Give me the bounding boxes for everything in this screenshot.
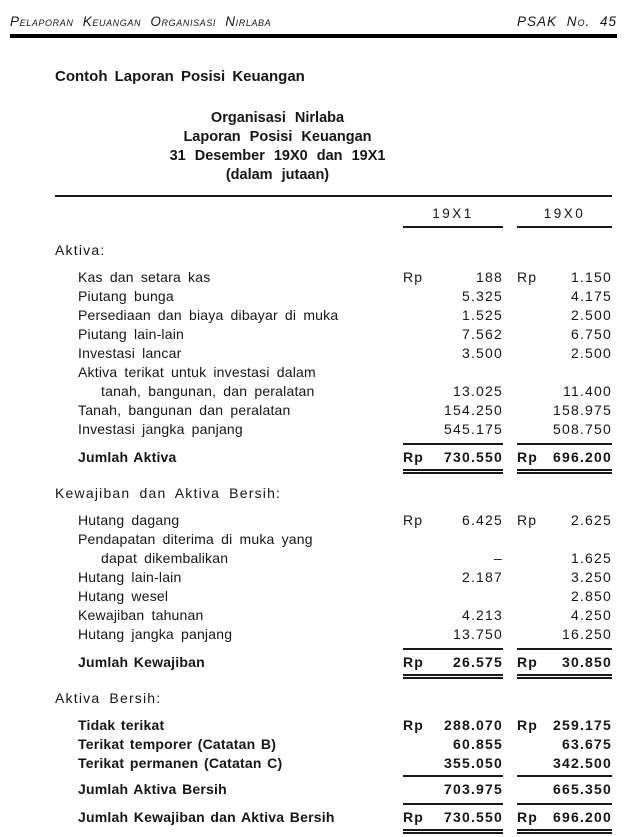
amount-value: 4.175 [570, 288, 612, 304]
table-row [55, 530, 612, 549]
amount-value: 1.150 [570, 269, 612, 285]
column-header-19x1: 19X1 [403, 204, 503, 228]
amount-19x0 [517, 401, 612, 420]
table-row [55, 325, 612, 344]
example-title: Contoh Laporan Posisi Keuangan [55, 68, 305, 85]
total-row [55, 775, 612, 799]
amount-value: 7.562 [461, 326, 503, 342]
amount-value: 703.975 [443, 781, 503, 797]
amount-19x0 [517, 716, 612, 735]
amount-19x0 [517, 568, 612, 587]
amount-value: 158.975 [552, 402, 612, 418]
row-label: Kewajiban tahunan [78, 607, 204, 623]
amount-value: 26.575 [452, 654, 503, 670]
currency-prefix: Rp [517, 809, 539, 825]
row-label: Piutang lain-lain [78, 326, 185, 342]
amount-value: 508.750 [552, 421, 612, 437]
row-label: Aktiva terikat untuk investasi dalam [78, 364, 316, 380]
amount-19x0 [517, 287, 612, 306]
row-label: Kewajiban dan Aktiva Bersih: [55, 485, 282, 501]
section-header-row [55, 241, 612, 260]
amount-19x1 [403, 735, 503, 754]
row-label: Terikat temporer (Catatan B) [78, 736, 277, 752]
statement-unit-line: (dalam jutaan) [225, 167, 330, 183]
amount-value: 2.187 [461, 569, 503, 585]
amount-19x1 [403, 775, 503, 799]
amount-19x0 [517, 420, 612, 439]
amount-19x0 [517, 587, 612, 606]
amount-19x1 [403, 382, 503, 401]
table-row [55, 306, 612, 325]
amount-value: 188 [476, 269, 503, 285]
amount-value: 30.850 [561, 654, 612, 670]
amount-19x0 [517, 775, 612, 799]
row-label: Aktiva Bersih: [55, 690, 162, 706]
row-label: Pendapatan diterima di muka yang [78, 531, 313, 547]
amount-19x1 [403, 420, 503, 439]
amount-value: 3.500 [461, 345, 503, 361]
row-label: Jumlah Kewajiban dan Aktiva Bersih [78, 809, 335, 825]
amount-19x0 [517, 306, 612, 325]
currency-prefix: Rp [403, 654, 425, 670]
row-label: Terikat permanen (Catatan C) [78, 755, 283, 771]
amount-19x1 [403, 511, 503, 530]
table-row [55, 625, 612, 644]
amount-19x0 [517, 382, 612, 401]
total-row [55, 648, 612, 676]
amount-value: 6.425 [461, 512, 503, 528]
amount-value: 4.250 [570, 607, 612, 623]
amount-value: 60.855 [452, 736, 503, 752]
amount-value: 1.625 [570, 550, 612, 566]
amount-value: 5.325 [461, 288, 503, 304]
currency-prefix: Rp [403, 512, 424, 528]
table-row [55, 606, 612, 625]
currency-prefix: Rp [403, 269, 424, 285]
row-label: dapat dikembalikan [101, 550, 229, 566]
amount-value: 288.070 [443, 717, 503, 733]
row-label: Investasi lancar [78, 345, 182, 361]
table-row [55, 735, 612, 754]
amount-19x1 [403, 401, 503, 420]
amount-19x1 [403, 606, 503, 625]
amount-19x1 [403, 306, 503, 325]
amount-value: 545.175 [443, 421, 503, 437]
amount-19x0 [517, 803, 612, 831]
amount-value: 16.250 [561, 626, 612, 642]
amount-19x1 [403, 568, 503, 587]
row-label: Jumlah Kewajiban [78, 654, 205, 670]
amount-19x1 [403, 325, 503, 344]
amount-value: 3.250 [570, 569, 612, 585]
section-header-row [55, 484, 612, 503]
column-header-row [55, 204, 612, 228]
amount-value: – [494, 550, 503, 566]
table-row [55, 344, 612, 363]
row-label: Hutang wesel [78, 588, 169, 604]
table-row [55, 587, 612, 606]
row-label: Kas dan setara kas [78, 269, 211, 285]
amount-19x1 [403, 287, 503, 306]
currency-prefix: Rp [517, 654, 539, 670]
statement-report-name: Laporan Posisi Keuangan [183, 129, 372, 145]
amount-value: 355.050 [443, 755, 503, 771]
column-header-19x0: 19X0 [517, 204, 612, 228]
currency-prefix: Rp [517, 512, 538, 528]
amount-19x0 [517, 754, 612, 773]
amount-19x0 [517, 325, 612, 344]
statement-org-name: Organisasi Nirlaba [210, 110, 345, 126]
amount-19x0 [517, 268, 612, 287]
row-label: Tanah, bangunan dan peralatan [78, 402, 291, 418]
table-row [55, 568, 612, 587]
amount-value: 259.175 [552, 717, 612, 733]
currency-prefix: Rp [403, 449, 425, 465]
amount-value: 2.850 [570, 588, 612, 604]
table-row [55, 382, 612, 401]
amount-value: 696.200 [552, 449, 612, 465]
table-row [55, 420, 612, 439]
amount-19x1 [403, 803, 503, 831]
total-row [55, 803, 612, 831]
amount-value: 730.550 [443, 449, 503, 465]
row-label: Persediaan dan biaya dibayar di muka [78, 307, 339, 323]
amount-value: 2.625 [570, 512, 612, 528]
currency-prefix: Rp [517, 717, 539, 733]
table-row [55, 549, 612, 568]
table-row [55, 268, 612, 287]
amount-19x0 [517, 549, 612, 568]
row-label: tanah, bangunan, dan peralatan [101, 383, 315, 399]
amount-value: 2.500 [570, 307, 612, 323]
table-row [55, 754, 612, 773]
amount-19x0 [517, 443, 612, 471]
table-row [55, 716, 612, 735]
row-label: Jumlah Aktiva Bersih [78, 781, 227, 797]
amount-19x0 [517, 735, 612, 754]
table-row [55, 363, 612, 382]
header-divider [10, 34, 617, 38]
amount-19x1 [403, 625, 503, 644]
row-label: Aktiva: [55, 242, 106, 258]
row-label: Investasi jangka panjang [78, 421, 243, 437]
running-header [0, 0, 627, 34]
amount-value: 730.550 [443, 809, 503, 825]
amount-value: 4.213 [461, 607, 503, 623]
table-row [55, 511, 612, 530]
amount-value: 6.750 [570, 326, 612, 342]
amount-19x1 [403, 344, 503, 363]
amount-19x1 [403, 716, 503, 735]
row-label: Hutang dagang [78, 512, 180, 528]
amount-19x0 [517, 511, 612, 530]
amount-19x0 [517, 344, 612, 363]
row-label: Jumlah Aktiva [78, 449, 177, 465]
row-label: Hutang jangka panjang [78, 626, 233, 642]
amount-value: 342.500 [552, 755, 612, 771]
table-row [55, 287, 612, 306]
amount-value: 63.675 [561, 736, 612, 752]
amount-value: 2.500 [570, 345, 612, 361]
table-row [55, 401, 612, 420]
section-header-row [55, 689, 612, 708]
amount-value: 1.525 [461, 307, 503, 323]
amount-value: 11.400 [563, 383, 612, 399]
amount-19x1 [403, 754, 503, 773]
currency-prefix: Rp [517, 449, 539, 465]
amount-value: 665.350 [552, 781, 612, 797]
amount-19x1 [403, 268, 503, 287]
header-left-title: Pelaporan Keuangan Organisasi Nirlaba [10, 14, 272, 29]
currency-prefix: Rp [517, 269, 538, 285]
financial-position-table [55, 195, 612, 831]
currency-prefix: Rp [403, 809, 425, 825]
currency-prefix: Rp [403, 717, 425, 733]
amount-19x0 [517, 625, 612, 644]
statement-rows [55, 241, 612, 831]
row-label: Tidak terikat [78, 717, 165, 733]
amount-19x0 [517, 606, 612, 625]
row-label: Piutang bunga [78, 288, 174, 304]
amount-value: 13.750 [452, 626, 503, 642]
amount-value: 154.250 [443, 402, 503, 418]
amount-19x1 [403, 549, 503, 568]
amount-19x0 [517, 648, 612, 676]
header-right-psak-number: PSAK No. 45 [516, 14, 617, 29]
statement-date-line: 31 Desember 19X0 dan 19X1 [169, 148, 386, 164]
amount-19x1 [403, 443, 503, 471]
amount-value: 696.200 [552, 809, 612, 825]
amount-value: 13.025 [452, 383, 503, 399]
amount-19x1 [403, 648, 503, 676]
statement-title-block [55, 109, 500, 185]
total-row [55, 443, 612, 471]
row-label: Hutang lain-lain [78, 569, 182, 585]
